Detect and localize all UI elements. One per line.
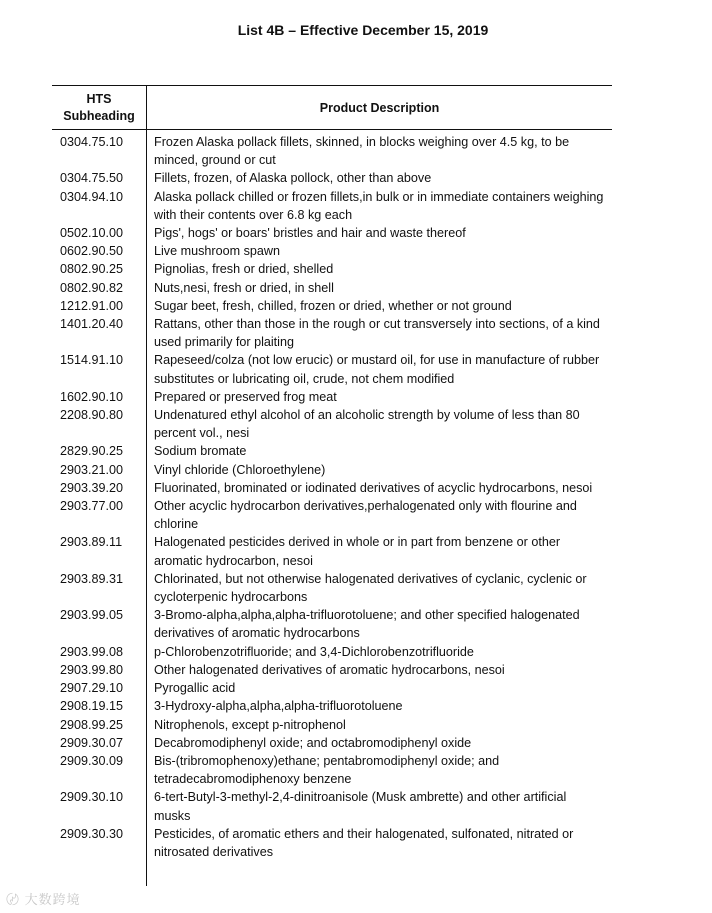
- product-description: Frozen Alaska pollack fillets, skinned, in blocks weighing over 4.5 kg, to be minced, ground or cut: [154, 135, 570, 168]
- table-row: [52, 279, 612, 297]
- table-header: [52, 86, 612, 130]
- table-row: [52, 297, 612, 315]
- table-row: [52, 169, 612, 187]
- hts-code: 2903.99.08: [60, 644, 124, 659]
- product-description: Undenatured ethyl alcohol of an alcoholic strength by volume of less than 80 percent vol., nesi: [154, 408, 580, 441]
- table-row: [52, 461, 612, 479]
- hts-code: 2829.90.25: [60, 444, 124, 459]
- product-description: Other halogenated derivatives of aromatic hydrocarbons, nesoi: [154, 662, 505, 677]
- table-row: [52, 679, 612, 697]
- hts-code: 2909.30.09: [60, 753, 124, 768]
- header-hts-line2: Subheading: [63, 108, 135, 123]
- hts-code: 1514.91.10: [60, 353, 124, 368]
- product-description: Halogenated pesticides derived in whole or in part from benzene or other aromatic hydrocarbon, nesoi: [154, 535, 561, 568]
- hts-code: 0502.10.00: [60, 226, 124, 241]
- hts-code: 2908.19.15: [60, 699, 124, 714]
- product-description: Other acyclic hydrocarbon derivatives,perhalogenated only with flourine and chlorine: [154, 499, 577, 532]
- hts-code: 2909.30.07: [60, 735, 124, 750]
- table-row: [52, 479, 612, 497]
- header-hts-subheading: [52, 86, 147, 129]
- product-description: Sodium bromate: [154, 444, 247, 459]
- hts-code: 2908.99.25: [60, 717, 124, 732]
- table-row: [52, 570, 612, 606]
- watermark-logo-icon: 〄: [6, 892, 21, 907]
- table-row: [52, 388, 612, 406]
- hts-code: 1602.90.10: [60, 389, 124, 404]
- product-description: Bis-(tribromophenoxy)ethane; pentabromodiphenyl oxide; and tetradecabromodiphenoxy benzene: [154, 753, 500, 787]
- table-row: [52, 697, 612, 715]
- table-row: [52, 315, 612, 351]
- hts-code: 0602.90.50: [60, 244, 124, 259]
- watermark-text: 大数跨境: [24, 892, 81, 907]
- hts-code: 2903.77.00: [60, 499, 124, 514]
- tariff-list-table: [52, 85, 612, 861]
- hts-code: 0304.75.50: [60, 171, 124, 186]
- hts-code: 0802.90.25: [60, 262, 124, 277]
- hts-code: 0304.94.10: [60, 189, 124, 204]
- hts-code: 2903.39.20: [60, 480, 124, 495]
- product-description: Pesticides, of aromatic ethers and their halogenated, sulfonated, nitrated or nitrosated derivatives: [154, 826, 574, 859]
- product-description: p-Chlorobenzotrifluoride; and 3,4-Dichlorobenzotrifluoride: [154, 644, 474, 659]
- product-description: Fillets, frozen, of Alaska pollock, other than above: [154, 171, 432, 186]
- table-row: [52, 734, 612, 752]
- product-description: Prepared or preserved frog meat: [154, 389, 337, 404]
- product-description: Decabromodiphenyl oxide; and octabromodiphenyl oxide: [154, 735, 472, 750]
- product-description: 3-Bromo-alpha,alpha,alpha-trifluorotoluene; and other specified halogenated derivatives of aromatic hydrocarbons: [154, 608, 580, 641]
- watermark: [6, 889, 81, 908]
- product-description: Rattans, other than those in the rough or cut transversely into sections, of a kind used primarily for plaiting: [154, 317, 600, 350]
- hts-code: 2903.21.00: [60, 462, 124, 477]
- table-row: [52, 442, 612, 460]
- table-row: [52, 260, 612, 278]
- table-row: [52, 188, 612, 224]
- hts-code: 2909.30.10: [60, 790, 124, 805]
- product-description: Rapeseed/colza (not low erucic) or mustard oil, for use in manufacture of rubber substitutes or lubricating oil, crude, not chem modified: [154, 353, 600, 386]
- table-row: [52, 242, 612, 260]
- product-description: Vinyl chloride (Chloroethylene): [154, 462, 326, 477]
- table-row: [52, 130, 612, 169]
- hts-code: 2903.89.31: [60, 571, 124, 586]
- header-hts-line1: HTS: [86, 91, 112, 106]
- table-row: [52, 533, 612, 569]
- hts-code: 0802.90.82: [60, 280, 124, 295]
- product-description: 3-Hydroxy-alpha,alpha,alpha-trifluorotoluene: [154, 699, 403, 714]
- table-row: [52, 406, 612, 442]
- product-description: Pyrogallic acid: [154, 681, 236, 696]
- hts-code: 0304.75.10: [60, 135, 124, 149]
- hts-code: 2907.29.10: [60, 681, 124, 696]
- table-row: [52, 606, 612, 642]
- hts-code: 1401.20.40: [60, 317, 124, 332]
- hts-code: 2903.89.11: [60, 535, 123, 550]
- hts-code: 2903.99.05: [60, 608, 124, 623]
- table-row: [52, 825, 612, 861]
- product-description: Chlorinated, but not otherwise halogenated derivatives of cyclanic, cyclenic or cycloterpenic hydrocarbons: [154, 571, 587, 605]
- table-row: [52, 643, 612, 661]
- table-row: [52, 224, 612, 242]
- hts-code: 2909.30.30: [60, 826, 124, 841]
- product-description: Nuts,nesi, fresh or dried, in shell: [154, 280, 334, 295]
- table-body: [52, 130, 612, 861]
- table-row: [52, 716, 612, 734]
- table-row: [52, 661, 612, 679]
- product-description: Alaska pollack chilled or frozen fillets,in bulk or in immediate containers weighing with their contents over 6.8 kg each: [154, 189, 604, 222]
- table-row: [52, 752, 612, 788]
- hts-code: 1212.91.00: [60, 298, 124, 313]
- document-title: List 4B – Effective December 15, 2019: [237, 22, 489, 38]
- hts-code: 2208.90.80: [60, 408, 124, 423]
- table-row: [52, 788, 612, 824]
- product-description: Nitrophenols, except p-nitrophenol: [154, 717, 346, 732]
- product-description: Sugar beet, fresh, chilled, frozen or dried, whether or not ground: [154, 298, 512, 313]
- hts-code: 2903.99.80: [60, 662, 124, 677]
- product-description: Live mushroom spawn: [154, 244, 280, 259]
- product-description: 6-tert-Butyl-3-methyl-2,4-dinitroanisole (Musk ambrette) and other artificial musks: [154, 790, 567, 823]
- product-description: Pignolias, fresh or dried, shelled: [154, 262, 334, 277]
- table-row: [52, 351, 612, 387]
- table-row: [52, 497, 612, 533]
- product-description: Fluorinated, brominated or iodinated derivatives of acyclic hydrocarbons, nesoi: [154, 480, 593, 495]
- header-product-description: Product Description: [319, 100, 440, 115]
- product-description: Pigs', hogs' or boars' bristles and hair and waste thereof: [154, 226, 466, 241]
